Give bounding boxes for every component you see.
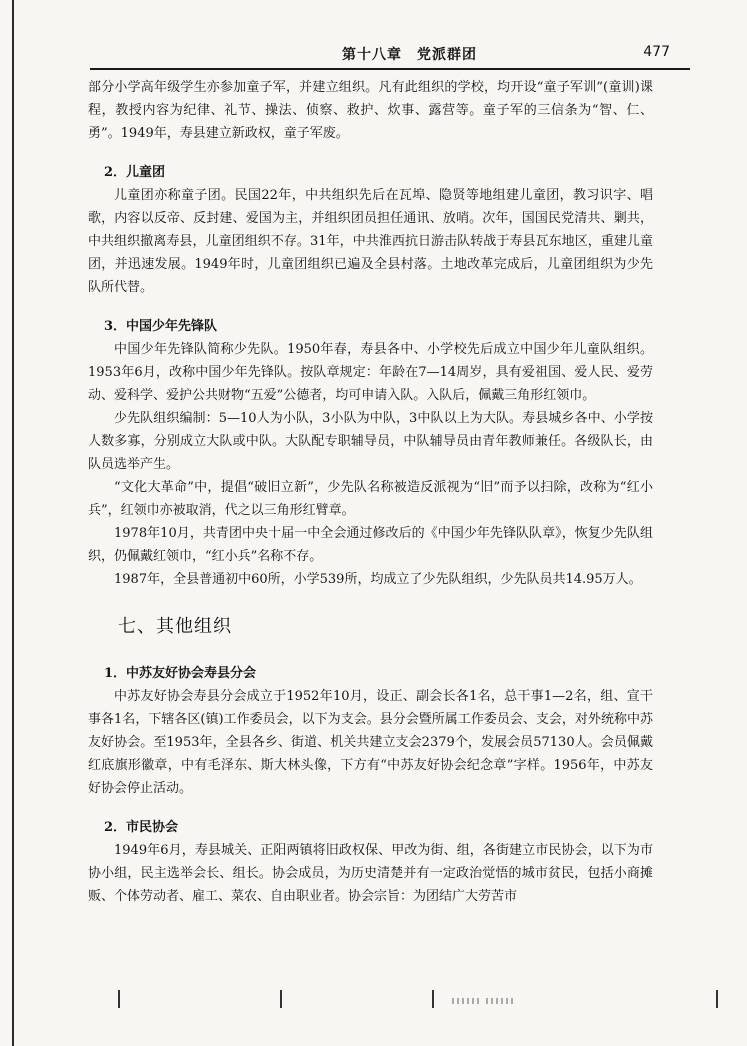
scan-artifacts — [0, 990, 747, 1020]
paragraph: 1987年，全县普通初中60所，小学539所，均成立了少先队组织，少先队员共14.95万人。 — [114, 572, 642, 587]
scan-speck — [486, 998, 516, 1004]
page-number: 477 — [643, 44, 670, 60]
scan-mark — [432, 990, 434, 1008]
paragraph: 1978年10月，共青团中央十届一中全会通过修改后的《中国少年先锋队队章》，恢复少先队组织，仍佩戴红领巾，“红小兵”名称不存。 — [88, 526, 653, 564]
page-body — [88, 76, 653, 908]
subheading-young-pioneers: 3．中国少年先锋队 — [104, 319, 218, 334]
paragraph: “文化大革命”中，提倡“破旧立新”，少先队名称被造反派视为“旧”而予以扫除，改称为“红小兵”，红领巾亦被取消，代之以三角形红臂章。 — [88, 480, 653, 518]
paragraph: 中苏友好协会寿县分会成立于1952年10月，设正、副会长各1名，总干事1—2名，组、宣干事各1名，下辖各区(镇)工作委员会，以下为支会。县分会暨所属工作委员会、支会，对外统称中苏友好协会。至1953年，全县各乡、街道、机关共建立支会2379个，发展会员57130人。会员佩戴红底旗形徽章，中有毛泽东、斯大林头像，下方有“中苏友好协会纪念章”字样。1956年，中苏友好协会停止活动。 — [88, 689, 653, 796]
scan-mark — [716, 990, 718, 1008]
scan-mark — [118, 990, 120, 1008]
running-header — [90, 40, 690, 70]
subheading-sino-soviet-friendship: 1．中苏友好协会寿县分会 — [104, 666, 257, 681]
subheading-citizens-association: 2．市民协会 — [104, 820, 179, 835]
paragraph: 部分小学高年级学生亦参加童子军，并建立组织。凡有此组织的学校，均开设“童子军训”(童训)课程，教授内容为纪律、礼节、操法、侦察、救护、炊事、露营等。童子军的三信条为“智、仁、勇”。1949年，寿县建立新政权，童子军废。 — [88, 80, 653, 141]
paragraph: 儿童团亦称童子团。民国22年，中共组织先后在瓦埠、隐贤等地组建儿童团，教习识字、唱歌，内容以反帝、反封建、爱国为主，并组织团员担任通讯、放哨。次年，国国民党清共、剿共，中共组织撤离寿县，儿童团组织不存。31年，中共淮西抗日游击队转战于寿县瓦东地区，重建儿童团，并迅速发展。1949年时，儿童团组织已遍及全县村落。土地改革完成后，儿童团组织为少先队所代替。 — [88, 188, 653, 295]
chapter-title: 第十八章 党派群团 — [342, 47, 477, 63]
scan-mark — [280, 990, 282, 1008]
paragraph: 中国少年先锋队简称少先队。1950年春，寿县各中、小学校先后成立中国少年儿童队组织。1953年6月，改称中国少年先锋队。按队章规定：年龄在7—14周岁，具有爱祖国、爱人民、爱劳动、爱科学、爱护公共财物“五爱”公德者，均可申请入队。入队后，佩戴三角形红领巾。 — [88, 342, 653, 403]
section-heading-other-organizations: 七、其他组织 — [118, 616, 232, 637]
header-rule — [90, 68, 690, 70]
subheading-children-corps: 2．儿童团 — [104, 165, 166, 180]
paragraph: 少先队组织编制：5—10人为小队，3小队为中队，3中队以上为大队。寿县城乡各中、小学按人数多寡，分别成立大队或中队。大队配专职辅导员，中队辅导员由青年教师兼任。各级队长，由队员选举产生。 — [88, 411, 653, 472]
page-edge — [12, 0, 14, 1046]
scan-speck — [452, 998, 482, 1004]
paragraph: 1949年6月，寿县城关、正阳两镇将旧政权保、甲改为街、组，各街建立市民协会，以下为市协小组，民主选举会长、组长。协会成员，为历史清楚并有一定政治觉悟的城市贫民，包括小商摊贩、个体劳动者、雇工、菜农、自由职业者。协会宗旨：为团结广大劳苦市 — [88, 843, 653, 904]
